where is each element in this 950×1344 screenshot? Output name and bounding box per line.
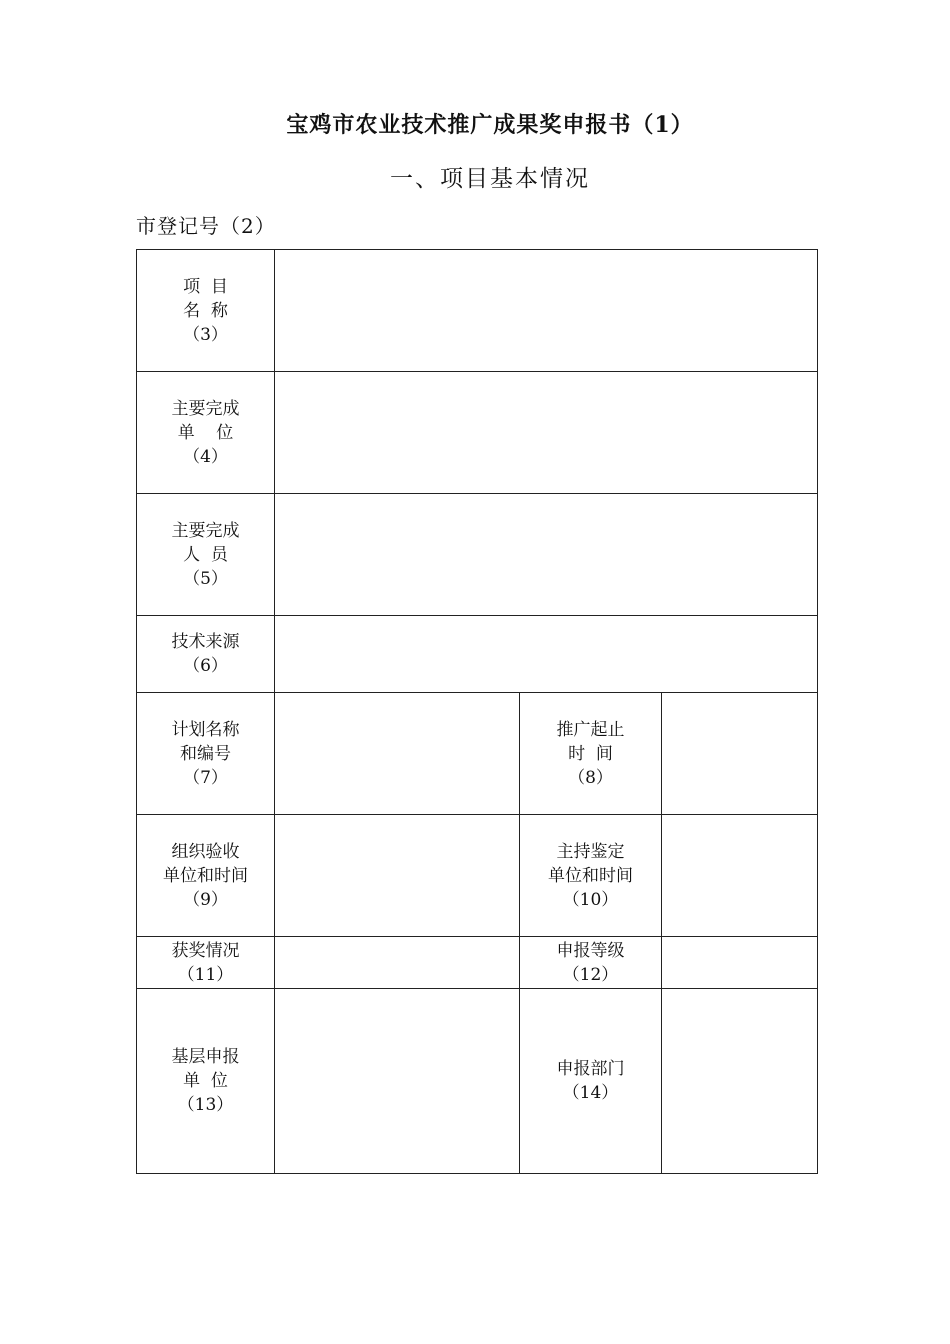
document-title: 宝鸡市农业技术推广成果奖申报书（1） (286, 112, 694, 138)
acceptance-field[interactable] (275, 815, 520, 937)
registration-number-label: 市登记号（2） (136, 214, 276, 238)
label-line: 基层申报 (171, 1047, 240, 1067)
label-line: （4） (183, 446, 228, 467)
grassroots-unit-field[interactable] (275, 989, 520, 1174)
label-line: 项 目 (183, 276, 228, 297)
label-line: 单 位 (177, 422, 234, 443)
row-project-name (137, 250, 818, 372)
label-line: （6） (183, 656, 228, 676)
label-line: 单位和时间 (163, 865, 248, 886)
label-line: （12） (562, 964, 619, 985)
tech-source-field[interactable] (275, 616, 818, 693)
label-line: 名 称 (183, 300, 228, 321)
label-appraisal (520, 815, 662, 937)
label-project-name (137, 250, 275, 372)
row-plan (137, 693, 818, 815)
label-tech-source (137, 616, 275, 693)
row-tech-source (137, 616, 818, 693)
appraisal-field[interactable] (662, 815, 818, 937)
label-line: 主要完成 (171, 520, 240, 541)
label-line: 单位和时间 (548, 865, 633, 886)
label-line: 申报部门 (556, 1059, 625, 1079)
label-line: （11） (177, 964, 234, 985)
label-line: （7） (183, 767, 228, 788)
label-line: （3） (183, 324, 228, 345)
promotion-period-field[interactable] (662, 693, 818, 815)
label-plan-name (137, 693, 275, 815)
department-field[interactable] (662, 989, 818, 1174)
application-form-table (136, 249, 818, 1174)
row-main-people (137, 494, 818, 616)
label-grassroots-unit (137, 989, 275, 1174)
label-line: 计划名称 (171, 719, 240, 740)
awards-field[interactable] (275, 937, 520, 989)
row-grassroots (137, 989, 818, 1174)
label-line: 人 员 (183, 544, 228, 565)
main-unit-field[interactable] (275, 372, 818, 494)
label-awards (137, 937, 275, 989)
main-people-field[interactable] (275, 494, 818, 616)
label-line: （9） (183, 889, 228, 910)
label-promotion-period (520, 693, 662, 815)
label-level (520, 937, 662, 989)
label-line: 主持鉴定 (556, 841, 625, 862)
section-heading: 一、项目基本情况 (390, 166, 590, 192)
label-acceptance (137, 815, 275, 937)
project-name-field[interactable] (275, 250, 818, 372)
label-line: 获奖情况 (171, 940, 240, 961)
label-line: （10） (562, 889, 619, 910)
label-department (520, 989, 662, 1174)
label-line: 推广起止 (556, 719, 625, 740)
row-acceptance (137, 815, 818, 937)
label-line: 技术来源 (171, 632, 240, 652)
label-line: 申报等级 (556, 940, 625, 961)
label-line: 主要完成 (171, 398, 240, 419)
row-main-unit (137, 372, 818, 494)
label-line: 和编号 (180, 743, 231, 764)
label-line: （14） (562, 1083, 619, 1103)
plan-name-field[interactable] (275, 693, 520, 815)
label-main-people (137, 494, 275, 616)
label-line: （13） (177, 1095, 234, 1115)
label-line: 时 间 (568, 743, 613, 764)
row-awards (137, 937, 818, 989)
level-field[interactable] (662, 937, 818, 989)
label-line: 组织验收 (171, 841, 240, 862)
label-line: （8） (568, 767, 613, 788)
label-line: 单 位 (183, 1071, 228, 1091)
label-line: （5） (183, 568, 228, 589)
label-main-unit (137, 372, 275, 494)
